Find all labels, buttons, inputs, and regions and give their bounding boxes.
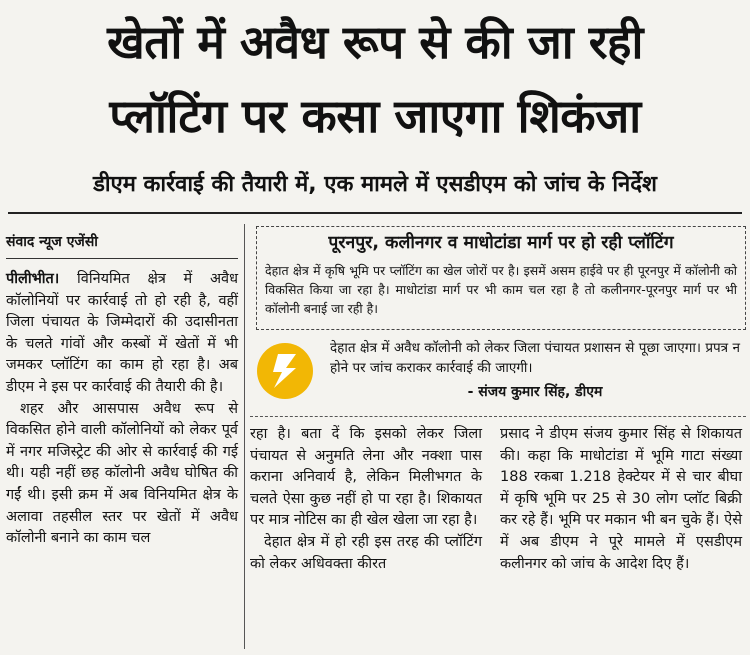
column-2-paragraph-2: देहात क्षेत्र में हो रही इस तरह की प्लॉटिंग को लेकर अधिवक्ता कीरत xyxy=(250,533,482,572)
column-1-paragraph-2: शहर और आसपास अवैध रूप से विकसित होने वाली कॉलोनियों को लेकर पूर्व में नगर मजिस्ट्रेट की ओर से कार्रवाई की गई थी। यही नहीं छह कॉलोनी अवैध घोषित की गईं थी। इसी क्रम में अब विनियमित क्षेत्र के अलावा तहसील स्तर पर खेतों में अवैध कॉलोनी बनाने का काम चल xyxy=(6,400,238,547)
column-2-paragraph-1: रहा है। बता दें कि इसको लेकर जिला पंचायत से अनुमति लेना और नक्शा पास कराना अनिवार्य है, लेकिन मिलीभगत के चलते ऐसा कुछ नहीं हो पा रहा है। शिकायत पर मात्र नोटिस का ही खेल खेला जा रहा है। xyxy=(250,426,482,529)
column-3-paragraph-1: प्रसाद ने डीएम संजय कुमार सिंह से शिकायत की। कहा कि माधोटांडा में भूमि गाटा संख्या 188 रकबा 1.218 हेक्टेयर में से चार बीघा में कृषि भूमि पर 25 से 30 लोग प्लॉट बिक्री कर रहे हैं। भूमि पर मकान भी बन चुके हैं। ऐसे में अब डीएम ने पूरे मामले में एसडीएम कलीनगर को जांच के आदेश दिए हैं। xyxy=(500,426,742,572)
headline-line-1: खेतों में अवैध रूप से की जा रही xyxy=(107,15,643,69)
article-column-3 xyxy=(500,424,742,575)
article-column-2 xyxy=(250,424,482,575)
byline: संवाद न्यूज एजेंसी xyxy=(6,232,238,259)
quote-text: देहात क्षेत्र में अवैध कॉलोनी को लेकर जिला पंचायत प्रशासन से पूछा जाएगा। प्रपत्र न होने पर जांच कराकर कार्रवाई की जाएगी। xyxy=(330,340,740,376)
headline-line-2: प्लॉटिंग पर कसा जाएगा शिकंजा xyxy=(109,89,641,143)
quote-attribution: - संजय कुमार सिंह, डीएम xyxy=(467,384,603,400)
dateline: पीलीभीत। xyxy=(6,271,60,287)
quote-block xyxy=(256,336,744,410)
sidebar-box-body: देहात क्षेत्र में कृषि भूमि पर प्लॉटिंग का खेल जोरों पर है। इसमें असम हाईवे पर ही पूरनपुर में कॉलोनी को विकसित किया जा रहा है। माधोटांडा मार्ग पर भी काम चल रहा है तो कलीनगर-पूरनपुर मार्ग पर भी कॉलोनी बनाई जा रही है। xyxy=(265,263,737,316)
sidebar-box-title: पूरनपुर, कलीनगर व माधोटांडा मार्ग पर हो रही प्लॉटिंग xyxy=(328,233,674,253)
subheadline: डीएम कार्रवाई की तैयारी में, एक मामले में एसडीएम को जांच के निर्देश xyxy=(93,172,657,197)
headline-divider xyxy=(8,212,742,214)
article-column-1 xyxy=(6,232,238,550)
column-1-paragraph-1 xyxy=(6,269,238,399)
quote-divider xyxy=(250,416,746,417)
column-1-paragraph-1-text: विनियमित क्षेत्र में अवैध कॉलोनियों पर कार्रवाई तो हो रही है, वहीं जिला पंचायत के जिम्मेदारों की उदासीनता के चलते गांवों और कस्बों में खेतों में भी जमकर प्लॉटिंग का काम हो रहा है। अब डीएम ने इस पर कार्रवाई की तैयारी की है। xyxy=(6,271,238,395)
column-divider xyxy=(244,224,245,649)
hindustan-logo-icon xyxy=(256,342,314,400)
sidebar-box xyxy=(256,226,746,330)
